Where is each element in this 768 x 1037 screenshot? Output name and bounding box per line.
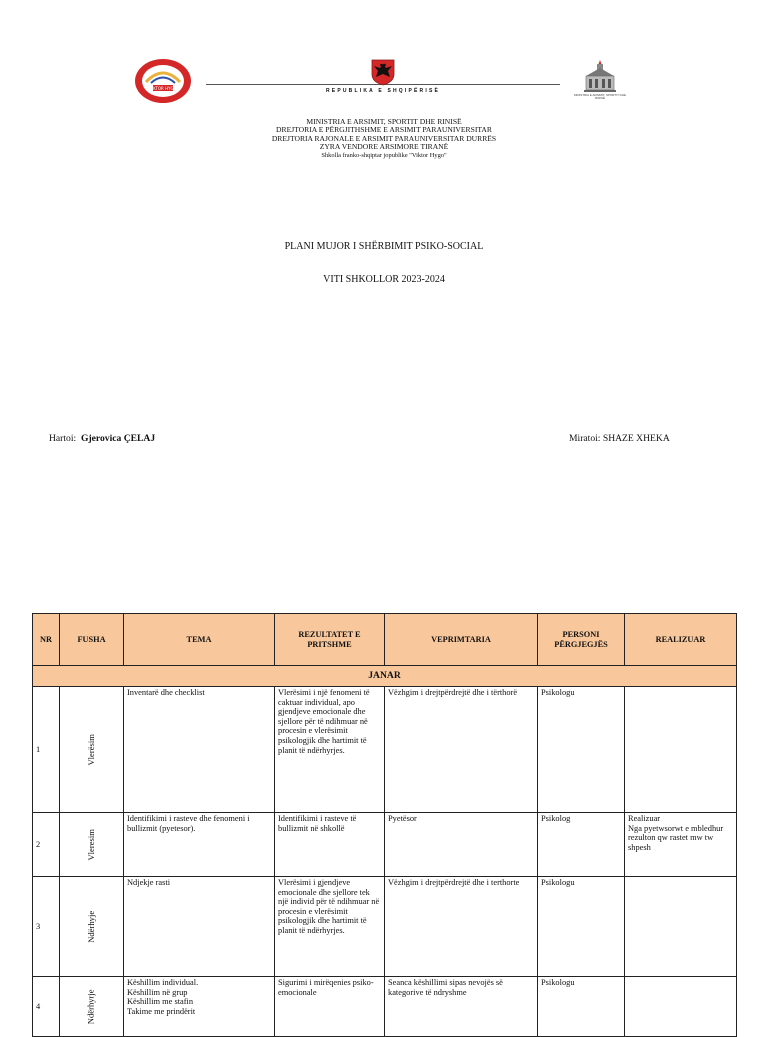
row-topic: Ndjekje rasti: [124, 877, 275, 977]
school-name: Shkolla franko-shqiptar jopublike "Viktor Hygo": [321, 151, 447, 159]
row-responsible: Psikologu: [538, 977, 625, 1037]
row-area: [60, 687, 124, 813]
approver-line: [569, 433, 670, 444]
plan-title: PLANI MUJOR I SHËRBIMIT PSIKO-SOCIAL: [284, 241, 484, 252]
row-expected: Sigurimi i mirëqenies psiko-emocionale: [275, 977, 385, 1037]
institution-line-directorate-general: DREJTORIA E PËRGJITHSHME E ARSIMIT PARAUNIVERSITAR: [276, 125, 492, 135]
approver-label: Miratoi:: [569, 433, 601, 444]
row-responsible: Psikologu: [538, 877, 625, 977]
row-done: [625, 687, 737, 813]
col-header-area: FUSHA: [60, 614, 124, 666]
table-row: [33, 687, 737, 813]
institution-line-ministry: MINISTRIA E ARSIMIT, SPORTIT DHE RINISË: [306, 117, 462, 126]
author-label: Hartoi:: [49, 433, 77, 444]
row-responsible: Psikolog: [538, 813, 625, 877]
table-row: [33, 977, 737, 1037]
row-nr: 2: [33, 813, 60, 877]
row-area-label: Ndërhyje: [85, 910, 96, 943]
row-nr: 4: [33, 977, 60, 1037]
row-done: Realizuar Nga pyetwsorwt e mbledhur rezulton qw rastet mw tw shpesh: [625, 813, 737, 877]
col-header-topic: TEMA: [124, 614, 275, 666]
institution-line-directorate-regional: DREJTORIA RAJONALE E ARSIMIT PARAUNIVERSITAR DURRËS: [271, 133, 497, 143]
row-area: [60, 977, 124, 1037]
author-line: [49, 433, 155, 444]
row-activity: Seanca këshillimi sipas nevojës së kategorive të ndryshme: [385, 977, 538, 1037]
row-nr: 3: [33, 877, 60, 977]
col-header-responsible: PERSONI PËRGJEGJËS: [538, 614, 625, 666]
albanian-eagle-emblem: [368, 56, 398, 86]
col-header-done: REALIZUAR: [625, 614, 737, 666]
institution-block: [200, 118, 568, 160]
monthly-plan-table: [32, 613, 737, 1037]
table-row: [33, 813, 737, 877]
author-name: Gjerovica ÇELAJ: [80, 433, 156, 444]
month-label: JANAR: [33, 666, 737, 687]
row-topic: Këshillim individual. Këshillim në grup Këshillim me stafin Takime me prindërit: [124, 977, 275, 1037]
approver-name: SHAZE XHEKA: [602, 433, 670, 444]
row-nr: 1: [33, 687, 60, 813]
row-activity: Vëzhgim i drejtpërdrejtë dhe i terthorte: [385, 877, 538, 977]
month-row: [33, 666, 737, 687]
table-header-row: [33, 614, 737, 666]
row-area: [60, 813, 124, 877]
row-expected: Vlerësimi i gjendjeve emocionale dhe sjellore tek një individ për të ndihmuar në procesin e vlerësimit psikologjik dhe hartimit të planit të ndërhyrjes.: [275, 877, 385, 977]
row-done: [625, 977, 737, 1037]
table-row: [33, 877, 737, 977]
col-header-nr: NR: [33, 614, 60, 666]
row-activity: Vëzhgim i drejtpërdrejtë dhe i tërthorë: [385, 687, 538, 813]
row-topic: Inventarë dhe checklist: [124, 687, 275, 813]
col-header-activity: VEPRIMTARIA: [385, 614, 538, 666]
row-expected: Identifikimi i rasteve të bullizmit në shkollë: [275, 813, 385, 877]
col-header-expected: REZULTATET E PRITSHME: [275, 614, 385, 666]
row-expected: Vlerësimi i një fenomeni të caktuar individual, apo gjendjeve emocionale dhe sjellore për të ndihmuar në procesin e vlerësimit psikologjik dhe hartimit të planit të ndërhyrjes.: [275, 687, 385, 813]
row-responsible: Psikologu: [538, 687, 625, 813]
institution-line-local-office: ZYRA VENDORE ARSIMORE TIRANË: [319, 142, 449, 152]
school-logo: [134, 58, 192, 104]
school-year: VITI SHKOLLOR 2023-2024: [323, 274, 445, 285]
ministry-caption: MINISTRIA E ARSIMIT, SPORTIT DHE RINISË: [573, 93, 627, 101]
row-done: [625, 877, 737, 977]
school-logo-text: VIKTOR HYGO: [149, 86, 177, 91]
row-area-label: Vlerësim: [85, 733, 96, 766]
row-topic: Identifikimi i rasteve dhe fenomeni i bullizmit (pyetesor).: [124, 813, 275, 877]
row-area-label: Vleresim: [85, 828, 96, 861]
republic-caption: REPUBLIKA E SHQIPËRISË: [325, 88, 441, 94]
row-activity: Pyetësor: [385, 813, 538, 877]
row-area-label: Ndërhyrje: [85, 989, 96, 1024]
row-area: [60, 877, 124, 977]
